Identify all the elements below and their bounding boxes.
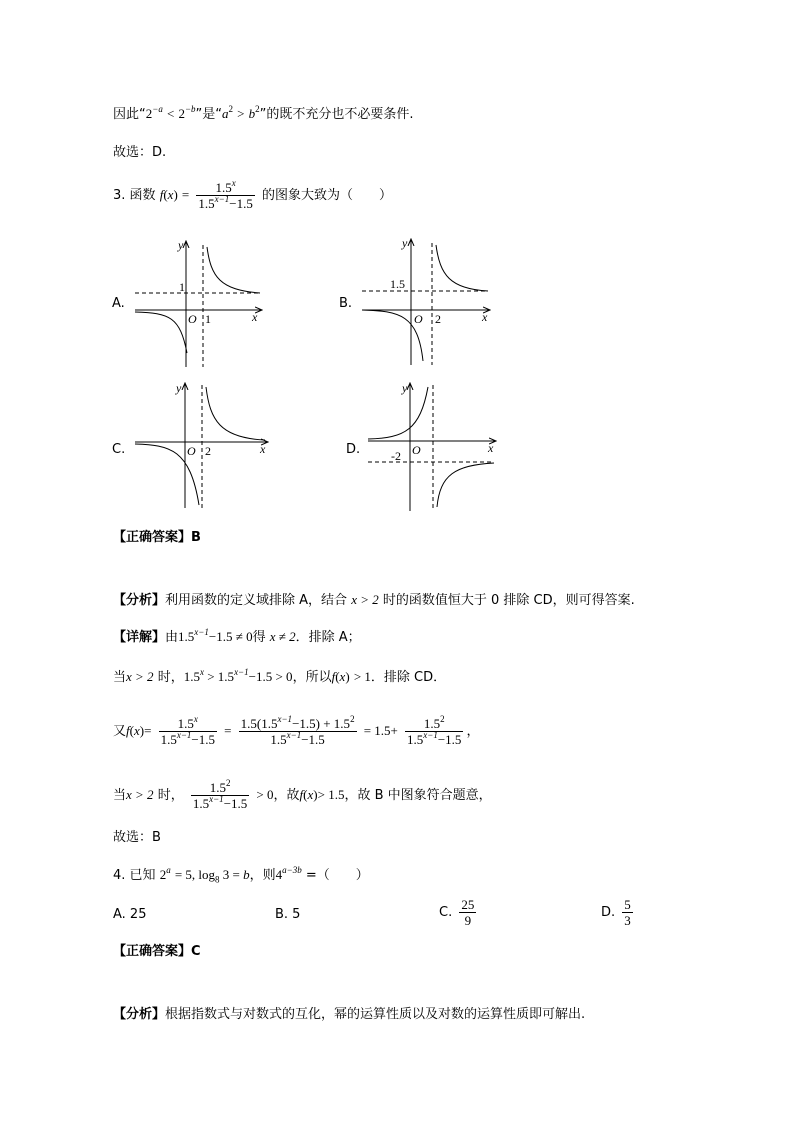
- graphs-panel: [110, 235, 510, 520]
- svg-text:x: x: [260, 442, 266, 456]
- svg-text:1: 1: [179, 280, 185, 294]
- svg-text:y: y: [402, 236, 408, 250]
- graph-b-label: B.: [339, 296, 353, 311]
- svg-text:x: x: [482, 310, 488, 324]
- svg-text:O: O: [187, 444, 196, 458]
- question-3: 3. 函数 f(x) = $\frac{1.5^x}{1.5^{x-1}-1.5}$ 的图象大致为（ ）: [113, 178, 392, 211]
- graph-b: [339, 236, 490, 365]
- line-again: 又f(x)= $\frac{1.5^x}{1.5^{x-1}-1.5}$ = $\frac{1.5(1.5^{x-1}-1.5) + 1.5^2}{1.5^{x-1}-1.5}$ = 1.5+ $\frac{1.5^2}{1.5^{x-1}-1.5}$ ，: [113, 714, 480, 747]
- question-4: 4. 已知 2$^a$ = 5, $\log_8 3 = b$，则$4^{a-3b}$ =（ ）: [113, 865, 369, 885]
- svg-text:y: y: [176, 381, 182, 395]
- svg-text:x: x: [488, 441, 494, 455]
- line-when-x-gt-2-second: 当x > 2 时， $\frac{1.5^2}{1.5^{x-1}-1.5}$ > 0，故f(x)> 1.5，故 B 中图象符合题意，: [113, 778, 492, 811]
- analysis-4: 【分析】根据指数式与对数式的互化，幂的运算性质以及对数的运算性质即可解出.: [113, 1007, 586, 1022]
- svg-text:O: O: [412, 443, 421, 457]
- svg-text:2: 2: [435, 312, 441, 326]
- svg-text:O: O: [414, 312, 423, 326]
- line-conclusion: 因此“$2^{-a} < 2^{-b}$”是“$a^2 > b^2$”的既不充分也不必要条件.: [113, 104, 414, 122]
- graph-d: [346, 381, 496, 511]
- graph-c-label: C.: [112, 442, 126, 457]
- svg-text:x: x: [252, 310, 258, 324]
- option-d: D. $\frac{5}{3}$: [601, 897, 631, 928]
- line-when-x-gt-2: 当x > 2 时，$1.5^x > 1.5^{x-1}-1.5 > 0$，所以f(x) > 1．排除 CD．: [113, 667, 447, 685]
- svg-text:2: 2: [205, 444, 211, 458]
- option-a: A. 25: [113, 907, 147, 922]
- answer-4: 【正确答案】C: [113, 944, 201, 959]
- svg-text:1.5: 1.5: [390, 277, 405, 291]
- analysis-3: 【分析】利用函数的定义域排除 A，结合 x > 2 时的函数值恒大于 0 排除 CD，则可得答案.: [113, 592, 635, 608]
- option-b: B. 5: [275, 907, 301, 922]
- detail-3: 【详解】由$1.5^{x-1}-1.5 \ne 0$得 x ≠ 2．排除 A；: [113, 627, 361, 645]
- graph-a-label: A.: [112, 296, 125, 311]
- svg-text:1: 1: [205, 312, 211, 326]
- q3-fraction: $\frac{1.5^x}{1.5^{x-1}-1.5}$: [198, 178, 253, 211]
- svg-text:O: O: [188, 312, 197, 326]
- graph-a: [112, 238, 262, 367]
- line-choose-d: 故选：D.: [113, 145, 167, 160]
- answer-3: 【正确答案】B: [113, 530, 201, 545]
- svg-text:y: y: [178, 238, 184, 252]
- graph-c: [112, 381, 268, 508]
- svg-text:-2: -2: [391, 449, 401, 463]
- line-choose-b: 故选：B: [113, 830, 161, 845]
- svg-text:y: y: [402, 381, 408, 395]
- option-c: C. $\frac{25}{9}$: [439, 897, 475, 928]
- graph-d-label: D.: [346, 442, 361, 457]
